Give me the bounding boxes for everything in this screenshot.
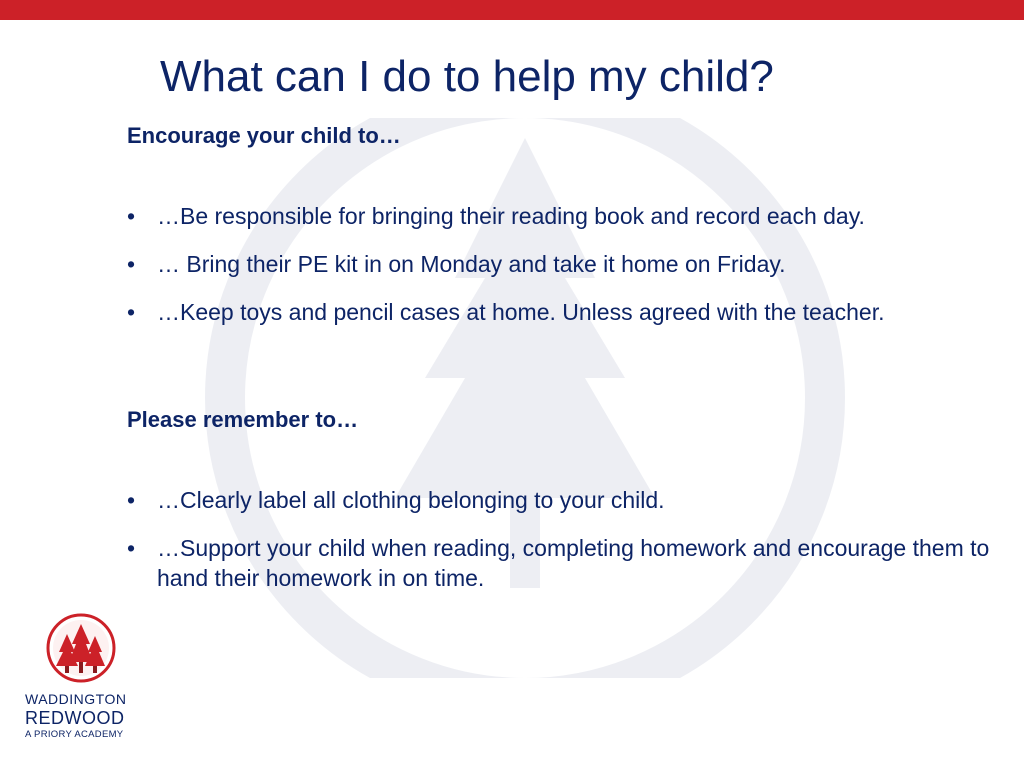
school-logo xyxy=(25,612,145,740)
redwood-trees-emblem-icon xyxy=(45,612,117,684)
list-item-text: … Bring their PE kit in on Monday and take it home on Friday. xyxy=(157,251,786,277)
list-item-text: …Be responsible for bringing their reading book and record each day. xyxy=(157,203,865,229)
bullet-icon: • xyxy=(127,299,136,325)
bullet-icon: • xyxy=(127,535,136,561)
bullet-icon: • xyxy=(127,251,136,277)
list-item xyxy=(127,201,1007,231)
list-item xyxy=(127,533,1007,593)
list-item xyxy=(127,249,1007,279)
encourage-bullet-list xyxy=(127,201,1007,345)
top-accent-bar xyxy=(0,0,1024,20)
logo-text-line2: REDWOOD xyxy=(25,708,125,728)
list-item-text: …Clearly label all clothing belonging to your child. xyxy=(157,487,665,513)
list-item xyxy=(127,485,1007,515)
list-item xyxy=(127,297,1007,327)
logo-text-line1: WADDINGTON xyxy=(25,691,127,707)
remember-bullet-list xyxy=(127,485,1007,611)
page-title: What can I do to help my child? xyxy=(160,52,774,101)
bullet-icon: • xyxy=(127,203,136,229)
list-item-text: …Support your child when reading, completing homework and encourage them to hand their homework in on time. xyxy=(157,535,990,591)
logo-text-line3: A PRIORY ACADEMY xyxy=(25,729,124,740)
bullet-icon: • xyxy=(127,487,136,513)
section-heading-encourage: Encourage your child to… xyxy=(127,123,401,148)
section-heading-remember: Please remember to… xyxy=(127,407,359,432)
list-item-text: …Keep toys and pencil cases at home. Unless agreed with the teacher. xyxy=(157,299,885,325)
